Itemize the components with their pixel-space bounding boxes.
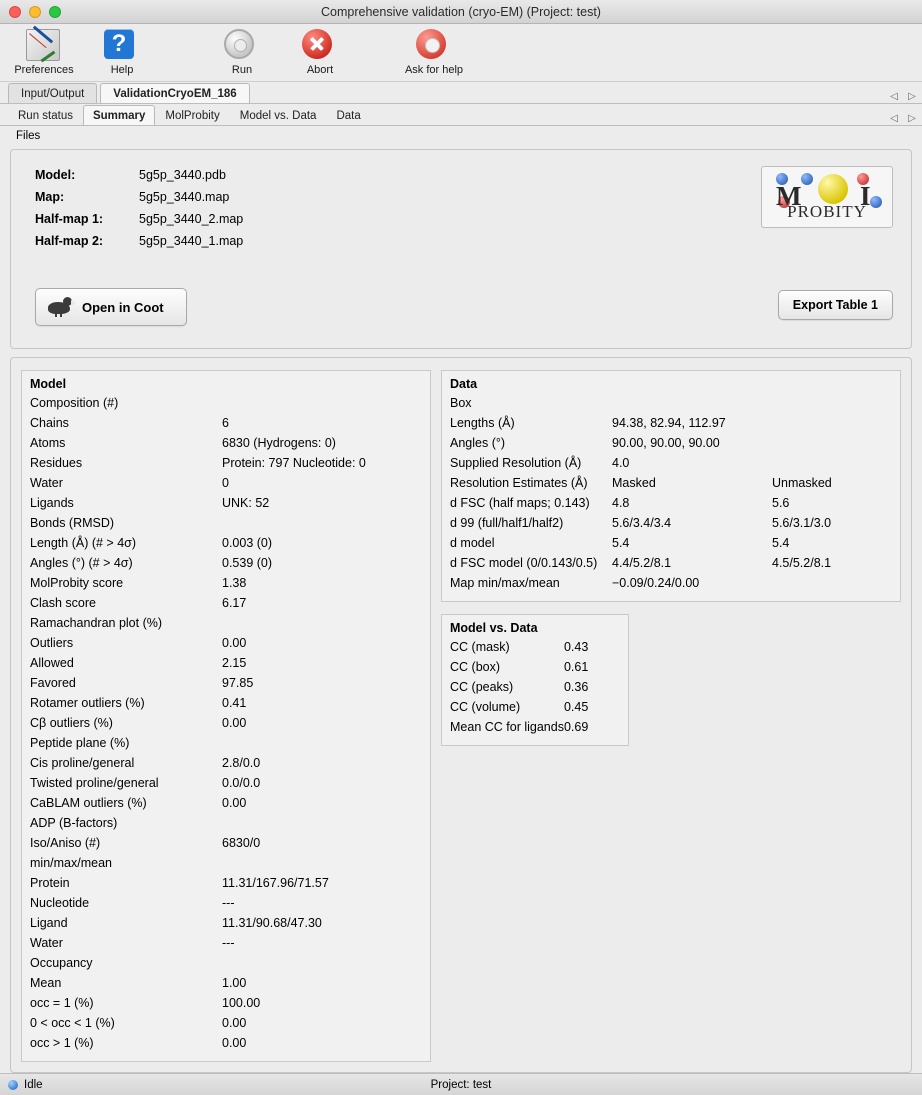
table-row: Lengths (Å) 94.38, 82.94, 112.97 (450, 416, 726, 430)
content-area (0, 145, 922, 1073)
model-file-label: Model: (35, 168, 76, 182)
close-button[interactable] (9, 6, 21, 18)
minimize-button[interactable] (29, 6, 41, 18)
table-row: Cβ outliers (%) 0.00 (30, 716, 247, 730)
toolbar-abort-label: Abort (306, 64, 334, 76)
results-panel (10, 357, 912, 1073)
open-in-coot-label: Open in Coot (82, 299, 164, 315)
window-tab-scroll-arrows[interactable] (888, 91, 918, 102)
table-row: Residues Protein: 797 Nucleotide: 0 (30, 456, 366, 470)
toolbar-preferences-button[interactable] (6, 27, 82, 76)
table-row: Mean CC for ligands 0.69 (450, 720, 589, 734)
sub-tab-scroll-arrows[interactable] (888, 113, 918, 124)
table-row: Chains 6 (30, 416, 229, 430)
table-row: Allowed 2.15 (30, 656, 247, 670)
table-row: Composition (#) (30, 396, 119, 410)
main-toolbar (0, 24, 922, 82)
toolbar-help-label: Help (110, 64, 134, 76)
table-row: Atoms 6830 (Hydrogens: 0) (30, 436, 336, 450)
tab-model-vs-data[interactable]: Model vs. Data (239, 109, 317, 122)
tab-summary[interactable]: Summary (83, 105, 155, 125)
status-project: Project: test (430, 1078, 492, 1091)
table-row: Clash score 6.17 (30, 596, 247, 610)
zoom-button[interactable] (49, 6, 61, 18)
chevron-left-icon[interactable]: ◁ (890, 91, 898, 102)
status-text: Idle (24, 1078, 43, 1091)
export-table-button[interactable] (778, 290, 893, 320)
chevron-right-icon[interactable]: ▷ (908, 91, 916, 102)
tab-validationcryoem[interactable]: ValidationCryoEM_186 (100, 83, 249, 103)
table-row: Map min/max/mean −0.09/0.24/0.00 (450, 576, 700, 590)
table-row: Length (Å) (# > 4σ) 0.003 (0) (30, 536, 273, 550)
open-in-coot-button[interactable] (35, 288, 187, 326)
table-row: min/max/mean (30, 856, 112, 870)
tab-run-status[interactable]: Run status (18, 109, 73, 122)
model-vs-data-table (450, 637, 620, 737)
table-row: 0 < occ < 1 (%) 0.00 (30, 1016, 247, 1030)
table-row: CC (mask) 0.43 (450, 640, 589, 654)
table-row: d FSC model (0/0.143/0.5) 4.4/5.2/8.1 4.5/5.2/8.1 (450, 556, 832, 570)
tab-input-output[interactable]: Input/Output (8, 83, 97, 103)
table-row: CC (volume) 0.45 (450, 700, 589, 714)
table-row: Water --- (30, 936, 235, 950)
table-row: Supplied Resolution (Å) 4.0 (450, 456, 630, 470)
chevron-right-icon[interactable]: ▷ (908, 113, 916, 124)
data-statistics-table (450, 393, 892, 593)
lifesaver-icon (416, 29, 452, 63)
table-row: Ligands UNK: 52 (30, 496, 270, 510)
half-map-2-label: Half-map 2: (35, 234, 104, 248)
files-panel (10, 149, 912, 349)
toolbar-run-label: Run (231, 64, 253, 76)
table-row: occ = 1 (%) 100.00 (30, 996, 261, 1010)
help-icon: ? (104, 29, 140, 63)
table-row: d FSC (half maps; 0.143) 4.8 5.6 (450, 496, 790, 510)
half-map-2-value: 5g5p_3440_1.map (139, 234, 244, 248)
table-row: CC (peaks) 0.36 (450, 680, 589, 694)
table-row: CaBLAM outliers (%) 0.00 (30, 796, 247, 810)
table-row: Protein 11.31/167.96/71.57 (30, 876, 329, 890)
map-file-label: Map: (35, 190, 65, 204)
table-row: Twisted proline/general 0.0/0.0 (30, 776, 261, 790)
half-map-1-value: 5g5p_3440_2.map (139, 212, 244, 226)
toolbar-help-button[interactable] (84, 27, 160, 76)
toolbar-abort-button[interactable] (282, 27, 358, 76)
table-row: Ligand 11.31/90.68/47.30 (30, 916, 322, 930)
table-row: Box (450, 396, 472, 410)
window-tab-strip (0, 82, 922, 104)
sub-tab-strip (0, 104, 922, 126)
table-row: Favored 97.85 (30, 676, 254, 690)
table-row: Iso/Aniso (#) 6830/0 (30, 836, 261, 850)
toolbar-preferences-label: Preferences (14, 64, 74, 76)
data-statistics-box (441, 370, 901, 602)
table-row: occ > 1 (%) 0.00 (30, 1036, 247, 1050)
status-bar (0, 1073, 922, 1095)
model-section-title: Model (30, 377, 67, 391)
molprobity-logo-i: I (860, 181, 871, 211)
gear-icon (224, 29, 260, 63)
menu-bar (0, 126, 922, 145)
table-row: Peptide plane (%) (30, 736, 130, 750)
table-row: Water 0 (30, 476, 229, 490)
status-dot-icon (8, 1080, 18, 1090)
table-row: Cis proline/general 2.8/0.0 (30, 756, 261, 770)
model-vs-data-title: Model vs. Data (450, 621, 538, 635)
window-title: Comprehensive validation (cryo-EM) (Project: test) (321, 4, 601, 19)
model-file-value: 5g5p_3440.pdb (139, 168, 226, 182)
export-table-label: Export Table 1 (792, 298, 878, 312)
data-section-title: Data (450, 377, 478, 391)
status-indicator (0, 1079, 43, 1091)
table-row: Rotamer outliers (%) 0.41 (30, 696, 247, 710)
tab-molprobity[interactable]: MolProbity (165, 109, 220, 122)
right-column (441, 370, 901, 1062)
table-row: Angles (°) 90.00, 90.00, 90.00 (450, 436, 720, 450)
table-row: Nucleotide --- (30, 896, 235, 910)
table-row: Angles (°) (# > 4σ) 0.539 (0) (30, 556, 273, 570)
map-file-value: 5g5p_3440.map (139, 190, 230, 204)
table-header-row: Resolution Estimates (Å) Masked Unmasked (450, 476, 832, 490)
table-row: Ramachandran plot (%) (30, 616, 163, 630)
title-bar (0, 0, 922, 24)
table-row: Bonds (RMSD) (30, 516, 115, 530)
half-map-1-label: Half-map 1: (35, 212, 104, 226)
model-vs-data-box (441, 614, 629, 746)
table-row: CC (box) 0.61 (450, 660, 589, 674)
chevron-left-icon[interactable]: ◁ (890, 113, 898, 124)
window-controls[interactable] (0, 6, 61, 18)
model-statistics-table (30, 393, 422, 1053)
table-row: d 99 (full/half1/half2) 5.6/3.4/3.4 5.6/3.1/3.0 (450, 516, 832, 530)
coot-bird-icon (46, 297, 74, 317)
tab-data[interactable]: Data (336, 109, 361, 122)
molprobity-logo-word: PROBITY (787, 202, 867, 221)
toolbar-ask-for-help-button[interactable] (388, 27, 480, 76)
preferences-icon (26, 29, 62, 63)
model-statistics-box (21, 370, 431, 1062)
table-row: Mean 1.00 (30, 976, 247, 990)
toolbar-ask-for-help-label: Ask for help (404, 64, 464, 76)
table-row: Occupancy (30, 956, 93, 970)
table-row: Outliers 0.00 (30, 636, 247, 650)
molprobity-logo (761, 166, 893, 228)
table-row: MolProbity score 1.38 (30, 576, 247, 590)
table-row: d model 5.4 5.4 (450, 536, 790, 550)
table-row: ADP (B-factors) (30, 816, 118, 830)
abort-icon (302, 29, 338, 63)
menu-item-files[interactable]: Files (16, 129, 41, 142)
molprobity-logo-m: M (776, 181, 802, 211)
toolbar-run-button[interactable] (204, 27, 280, 76)
